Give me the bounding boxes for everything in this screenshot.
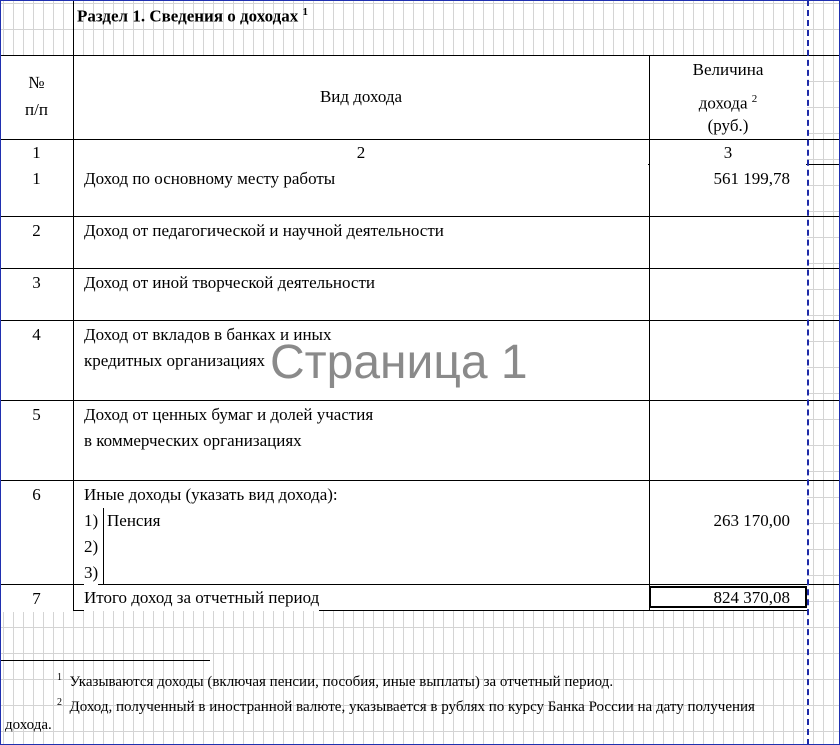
item-divider	[103, 508, 104, 584]
header-kind[interactable]: Вид дохода	[74, 84, 648, 110]
row-border	[0, 216, 840, 217]
other-item-1-amount[interactable]: 263 170,00	[650, 508, 790, 534]
table-top-border	[0, 55, 840, 56]
row-6-label[interactable]: Иные доходы (указать вид дохода):	[84, 482, 338, 508]
header-num[interactable]: №	[0, 70, 73, 96]
footnote-1[interactable]: $^1$ Указываются доходы (включая пенсии, пособия, иные выплаты) за отчетный период.	[57, 672, 614, 690]
row-6-num[interactable]: 6	[0, 482, 73, 508]
row-2-label[interactable]: Доход от педагогической и научной деятельности	[84, 218, 444, 244]
footnote-2-cont: дохода.	[5, 717, 52, 733]
row-border	[0, 320, 840, 321]
row-2-num[interactable]: 2	[0, 218, 73, 244]
column-number-2[interactable]: 2	[74, 140, 648, 166]
header-amount-line2: дохода $^2$	[650, 86, 806, 117]
other-item-3-num: 3)	[84, 560, 98, 586]
header-amount-unit: (руб.)	[650, 113, 806, 139]
row-1-label[interactable]: Доход по основному месту работы	[84, 166, 335, 192]
footnote-2[interactable]: $^2$ Доход, полученный в иностранной валюте, указывается в рублях по курсу Банка России на дату получения	[57, 697, 755, 715]
row-border	[0, 480, 840, 481]
header-num-sub: п/п	[0, 97, 73, 123]
row-1-amount[interactable]: 561 199,78	[650, 166, 790, 192]
row-5-label-cont: в коммерческих организациях	[84, 428, 302, 454]
column-number-1[interactable]: 1	[0, 140, 73, 166]
other-item-1-num: 1)	[84, 508, 98, 534]
total-amount[interactable]: 824 370,08	[713, 588, 790, 607]
row-4-label-cont: кредитных организациях	[84, 351, 266, 370]
page-break-line	[807, 0, 809, 745]
row-border	[0, 268, 840, 269]
row-5-num[interactable]: 5	[0, 402, 73, 428]
header-amount[interactable]: Величина	[650, 57, 806, 83]
row-4-label[interactable]: Доход от вкладов в банках и иных	[84, 322, 331, 348]
row-1-num[interactable]: 1	[0, 166, 73, 192]
section-title[interactable]: Раздел 1. Сведения о доходах $^1$	[77, 6, 308, 26]
row-border	[0, 400, 840, 401]
row-3-num[interactable]: 3	[0, 270, 73, 296]
row-7-num[interactable]: 7	[0, 586, 73, 612]
other-item-1-name[interactable]: Пенсия	[107, 508, 160, 534]
page-watermark: Страница 1	[270, 336, 528, 389]
row-4-num[interactable]: 4	[0, 322, 73, 348]
other-item-2-num: 2)	[84, 534, 98, 560]
total-label[interactable]: Итого доход за отчетный период	[84, 585, 319, 611]
footnote-rule	[0, 660, 210, 661]
row-3-label[interactable]: Доход от иной творческой деятельности	[84, 270, 375, 296]
row-5-label[interactable]: Доход от ценных бумаг и долей участия	[84, 402, 373, 428]
column-number-3[interactable]: 3	[650, 140, 806, 166]
